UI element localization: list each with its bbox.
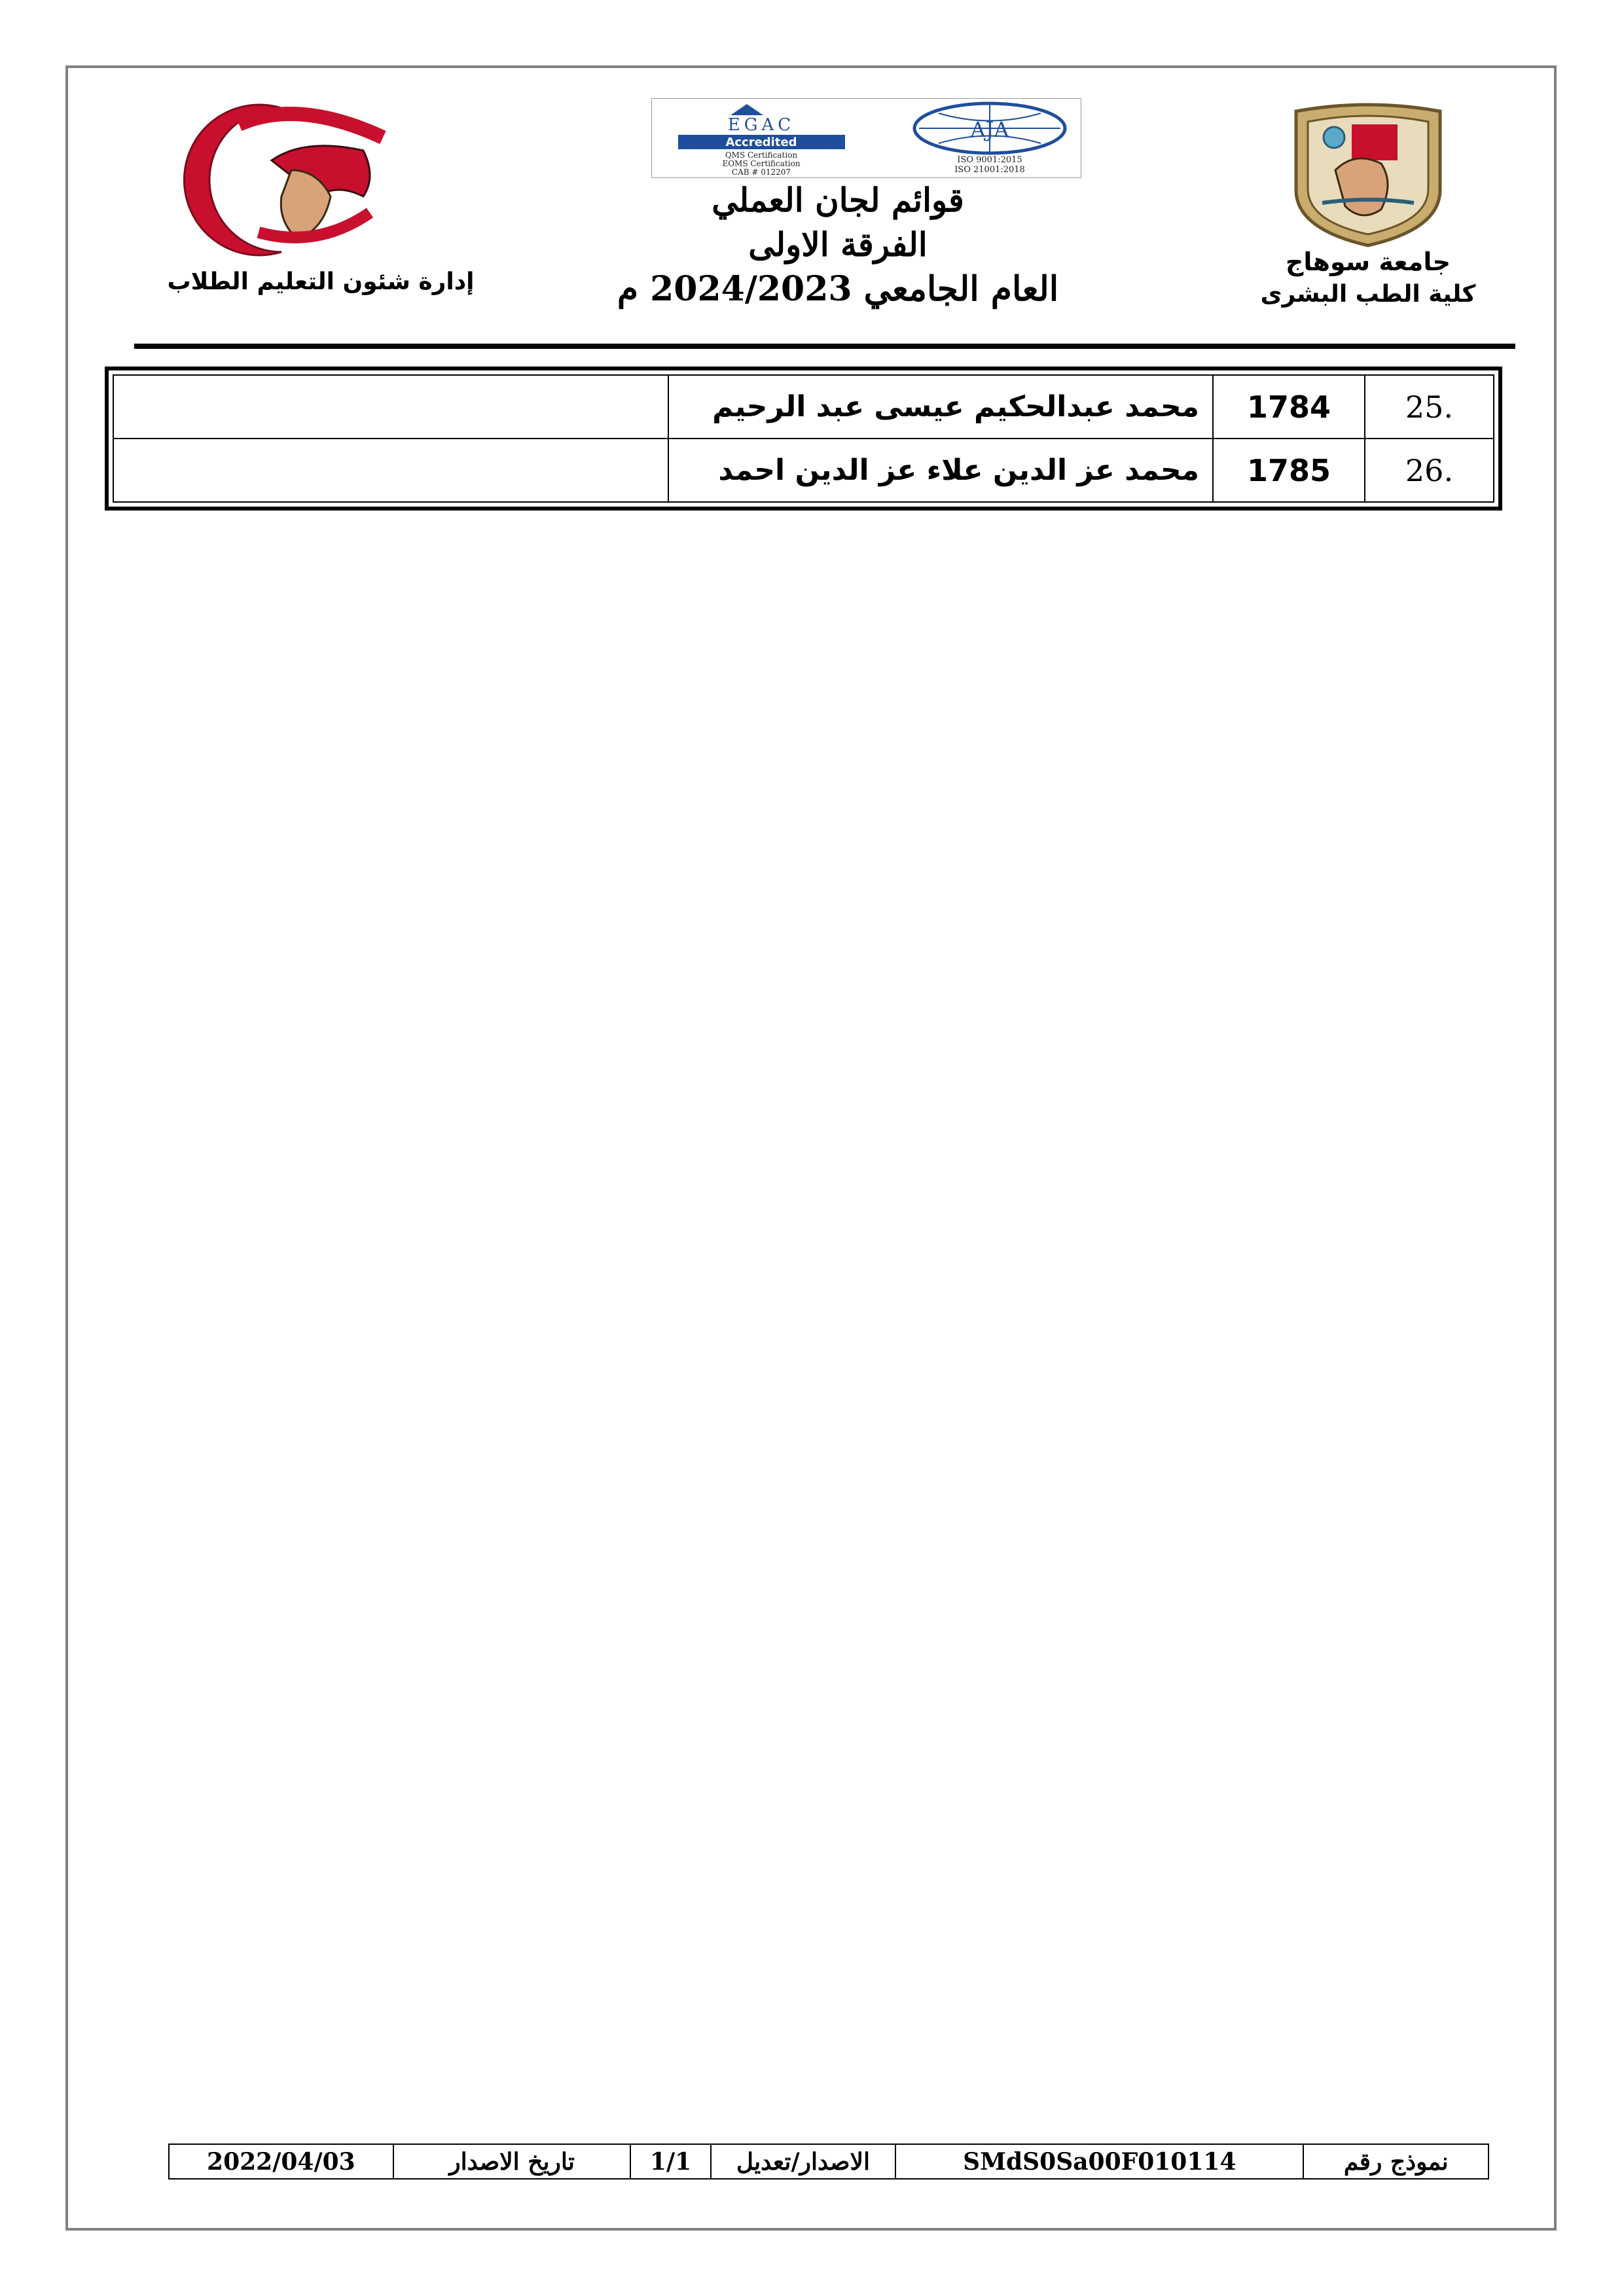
student-code: 1784 <box>1213 375 1365 439</box>
aja-line-1: ISO 9001:2015 <box>957 155 1022 165</box>
issue-date-label: تاريخ الاصدار <box>393 2144 631 2179</box>
aja-line-2: ISO 21001:2018 <box>954 165 1025 175</box>
notes-cell <box>113 439 668 502</box>
student-list-table <box>105 367 1502 511</box>
header-divider <box>134 344 1515 349</box>
edition-label: الاصدار/تعديل <box>711 2144 896 2179</box>
document-titles <box>589 178 1087 312</box>
form-footer <box>168 2144 1489 2179</box>
row-index: .25 <box>1365 375 1494 439</box>
university-caption <box>1244 245 1492 311</box>
university-name: جامعة سوهاج <box>1285 247 1451 276</box>
title-first-year: الفرقة الاولى <box>748 225 928 264</box>
certification-badges <box>651 98 1081 178</box>
department-name: إدارة شئون التعليم الطلاب <box>167 268 475 295</box>
egac-line-3: CAB # 012207 <box>731 168 791 177</box>
form-number-value: SMdS0Sa00F010114 <box>895 2144 1303 2179</box>
row-index: .26 <box>1365 439 1494 502</box>
egac-line-2: EOMS Certification <box>722 159 801 168</box>
egac-line-1: QMS Certification <box>725 151 798 160</box>
notes-cell <box>113 375 668 439</box>
edition-value: 1/1 <box>630 2144 710 2179</box>
aja-iso-badge <box>899 99 1081 177</box>
sohag-university-seal-logo <box>1283 98 1453 249</box>
table-row <box>113 439 1494 502</box>
student-name: محمد عز الدين علاء عز الدين احمد <box>668 439 1213 502</box>
title-committee-lists: قوائم لجان العملي <box>712 181 964 219</box>
aja-label: AJA <box>970 117 1009 142</box>
table-row <box>113 375 1494 439</box>
form-number-label: نموذج رقم <box>1303 2144 1489 2179</box>
egac-top-text: EGAC <box>727 115 795 135</box>
issue-date-value: 2022/04/03 <box>169 2144 393 2179</box>
egac-accredited-badge <box>652 99 871 177</box>
faculty-of-medicine-logo <box>147 98 416 259</box>
student-name: محمد عبدالحكيم عيسى عبد الرحيم <box>668 375 1213 439</box>
egac-accredited-text: Accredited <box>725 135 797 149</box>
title-academic-year: العام الجامعي 2024/2023 م <box>617 269 1059 309</box>
faculty-name: كلية الطب البشرى <box>1260 281 1476 308</box>
student-code: 1785 <box>1213 439 1365 502</box>
